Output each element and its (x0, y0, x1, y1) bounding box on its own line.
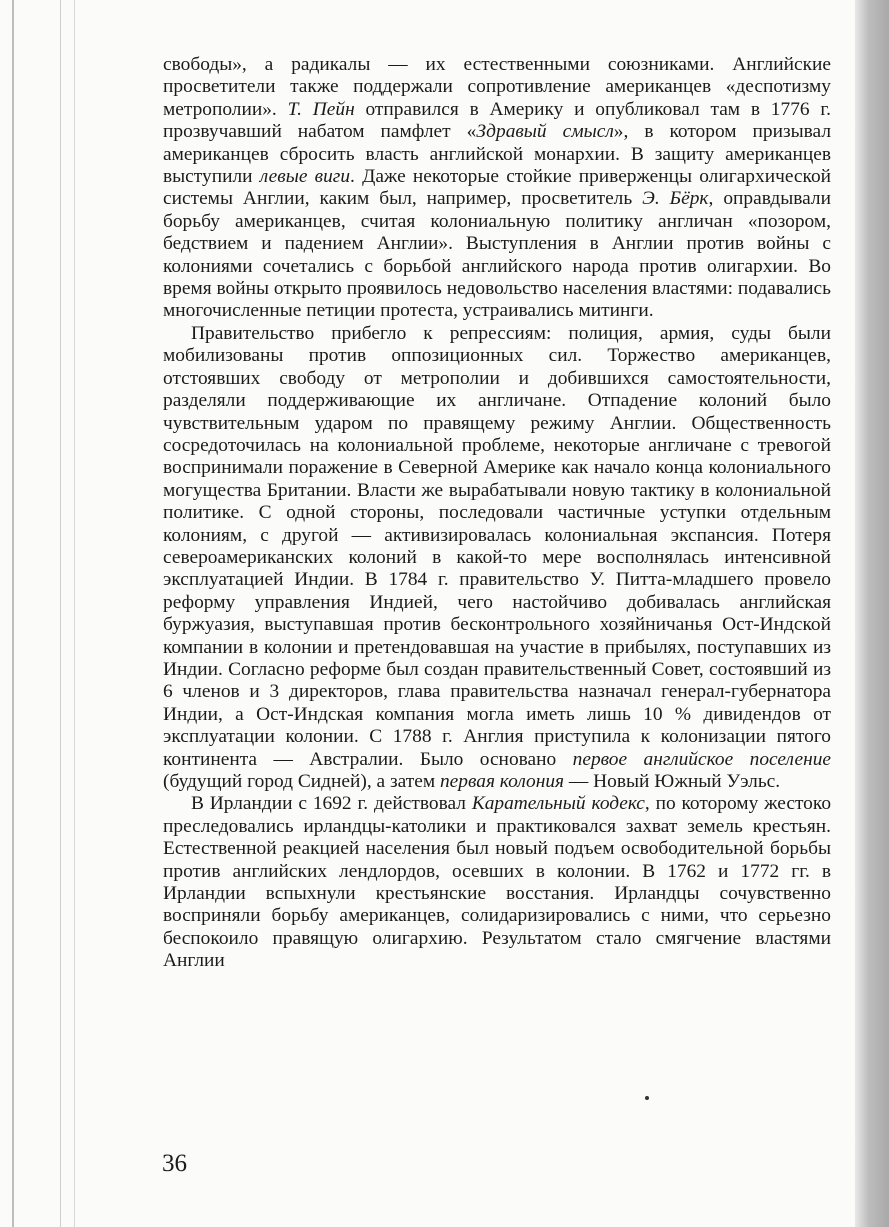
scan-gutter-line (12, 0, 14, 1227)
paragraph-p2 (163, 323, 831, 794)
italic-term: Карательный кодекс (471, 793, 645, 815)
text-run: Правительство прибегло к репрессиям: полиция, армия, суды были мобилизованы против оппозиционных сил. Торжество американцев, отстоявших свободу от метрополии и добившихся самостоятельности, разделяли поддерживающие их англичане. Отпадение колоний было чувствительным ударом по правящему режиму Англии. Общественность сосредоточилась на колониальной проблеме, некоторые англичане с тревогой воспринимали поражение в Северной Америке как начало конца колониального могущества Британии. Власти же вырабатывали новую тактику в колониальной политике. С одной стороны, последовали частичные уступки отдельным колониям, с другой — активизировалась колониальная экспансия. Потеря североамериканских колоний в какой-то мере восполнялась интенсивной эксплуатацией Индии. В 1784 г. правительство У. Питта-младшего провело реформу управления Индией, чего настойчиво добивалась английская буржуазия, выступавшая против бесконтрольного хозяйничанья Ост-Индской компании в колонии и претендовавшая на участие в прибылях, поступавших из Индии. Согласно реформе был создан правительственный Совет, состоявший из 6 членов и 3 директоров, глава правительства назначал генерал-губернатора Индии, а Ост-Индская компания могла иметь лишь 10 % дивидендов от эксплуатации колонии. С 1788 г. Англия приступила к колонизации пятого континента — Австралии. Было основано (163, 322, 831, 770)
italic-term: Э. Бёрк (642, 188, 709, 210)
italic-term: Здравый смысл (476, 121, 614, 143)
italic-term: первое английское поселение (572, 748, 831, 770)
text-run: , оправдывали борьбу американцев, считая колониальную политику англичан «позором, бедствием и падением Англии». Выступления в Англии против войны с колониями сочетались с борьбой английского народа против олигархии. Во время войны открыто проявилось недовольство населения властями: подавались многочисленные петиции протеста, устраивались митинги. (163, 188, 831, 322)
text-run: В Ирландии с 1692 г. действовал (191, 793, 472, 815)
paragraph-p3 (163, 793, 831, 972)
page-number: 36 (162, 1150, 187, 1177)
text-run: . Даже некоторые стойкие приверженцы олигархической системы Англии, каким был, например, просветитель (163, 166, 832, 210)
text-run: », в котором призывал американцев сбросить власть английской монархии. В защиту американцев выступили (163, 121, 832, 188)
italic-term: первая колония (439, 771, 565, 792)
text-run: отправился в Америку и опубликовал там в 1776 г. прозвучавший набатом памфлет « (163, 98, 831, 143)
text-run: свободы», а радикалы — их естественными союзниками. Английские просветители также поддержали сопротивление американцев «деспотизму метрополии». (163, 54, 831, 120)
scan-page-edge-shadow (855, 0, 889, 1227)
scan-gutter-line (74, 0, 75, 1227)
scan-gutter-line (60, 0, 61, 1227)
paragraph-p1 (163, 54, 831, 323)
scan-speck (645, 1096, 649, 1100)
italic-term: Т. Пейн (287, 98, 355, 120)
text-run: , по которому жестоко преследовались ирландцы-католики и практиковался захват земель крестьян. Естественной реакцией населения был новый подъем освободительной борьбы против английских лендлордов, осевших в колонии. В 1762 и 1772 гг. в Ирландии вспыхнули крестьянские восстания. Ирландцы сочувственно восприняли борьбу американцев, солидаризировались с ними, что серьезно беспокоило правящую олигархию. Результатом стало смягчение властями Англии (163, 793, 832, 972)
text-run: — Новый Южный Уэльс. (564, 771, 781, 792)
italic-term: левые виги (259, 166, 351, 188)
text-run: (будущий город Сидней), а затем (163, 771, 440, 792)
page-body-text (163, 54, 831, 973)
